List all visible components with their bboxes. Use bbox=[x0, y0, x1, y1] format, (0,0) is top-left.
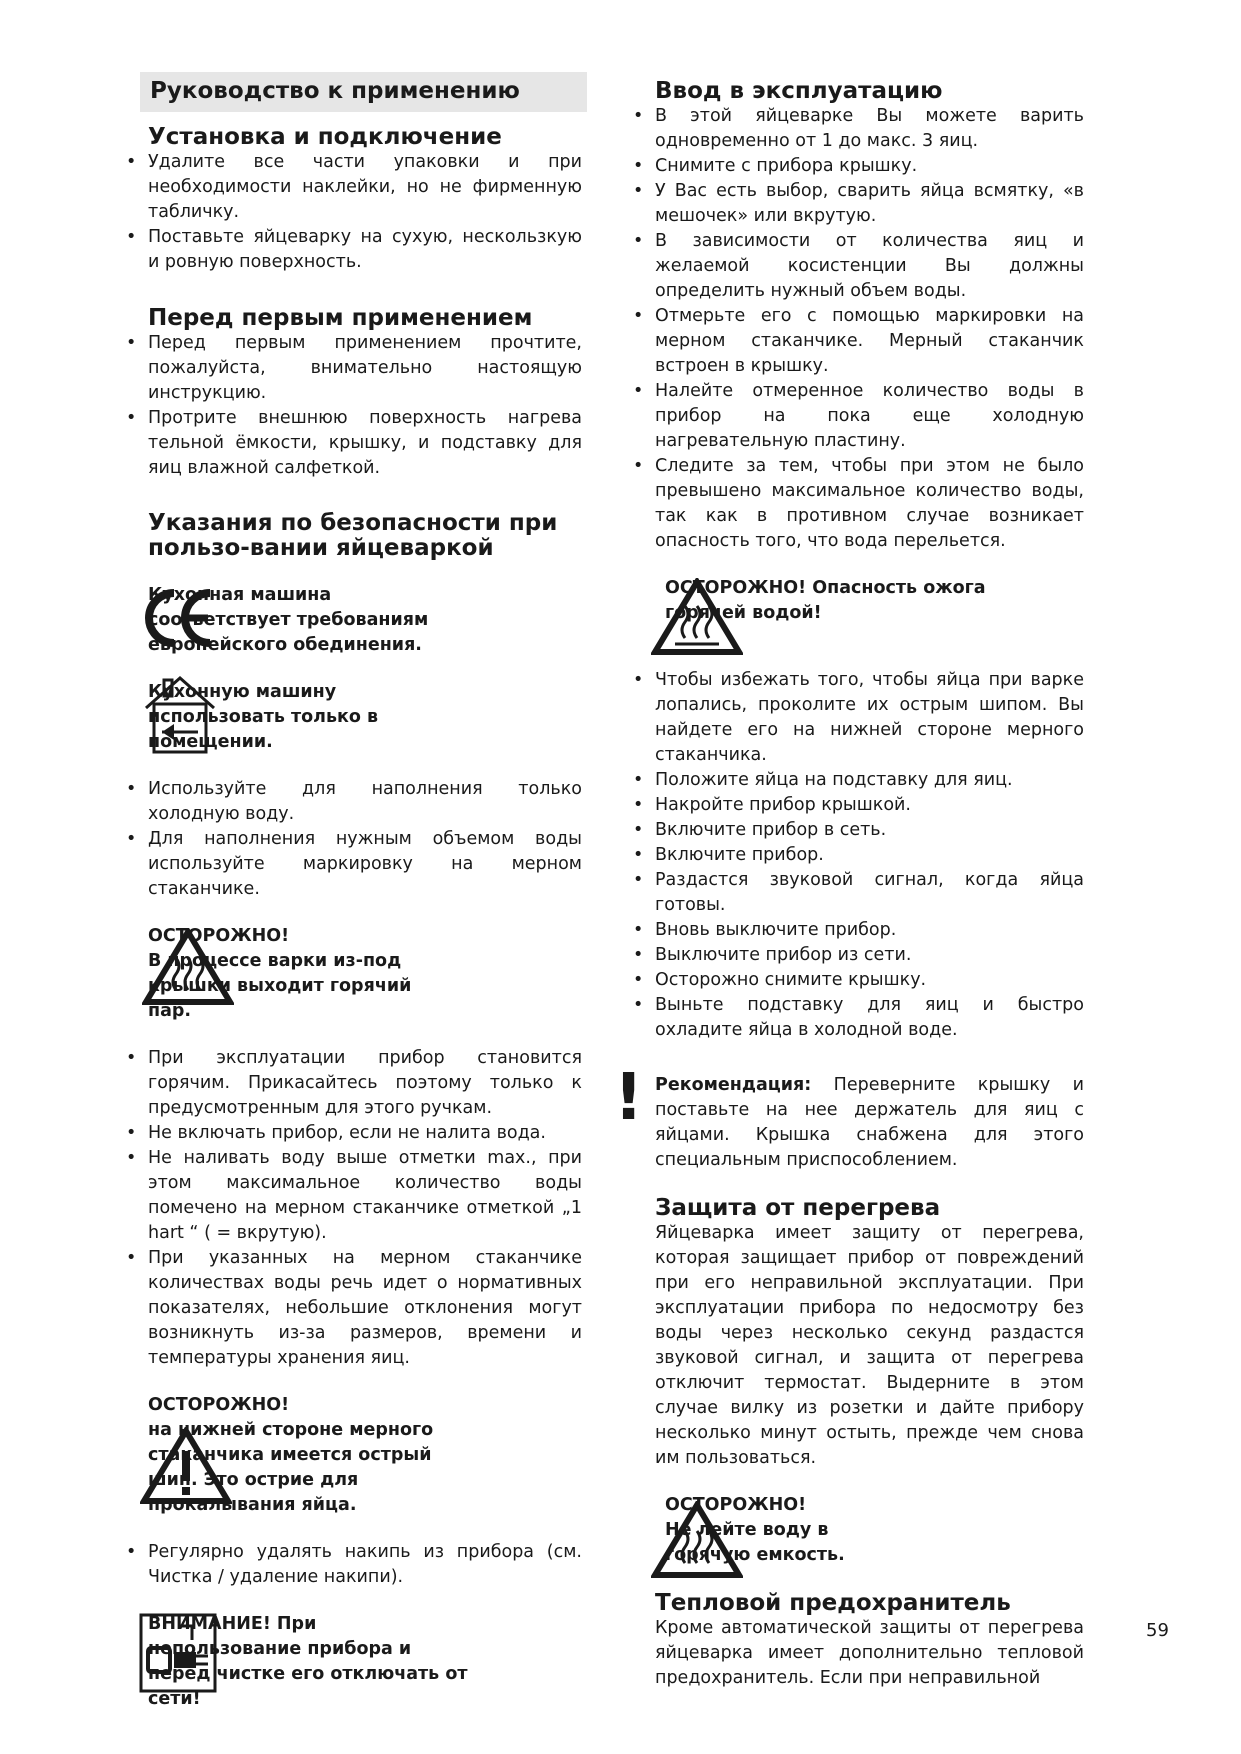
safety-list-b bbox=[148, 1046, 582, 1371]
list-item: • Снимите с прибора крышку. bbox=[655, 154, 1084, 179]
burn-warning-text: ОСТОРОЖНО! Опасность ожога горячей водой! bbox=[665, 578, 986, 623]
hot-vessel-warning-text: Не лейте воду в горячую емкость. bbox=[665, 1520, 845, 1565]
unplug-notice bbox=[148, 1612, 582, 1712]
list-item: • Осторожно снимите крышку. bbox=[655, 968, 1084, 993]
list-item: • Накройте прибор крышкой. bbox=[655, 793, 1084, 818]
ce-notice-text: Кухонная машина соответствует требованиям европейского обединения. bbox=[148, 585, 429, 655]
list-item: • Перед первым применением прочтите, пожалуйста, внимательно настоящую инструкцию. bbox=[148, 331, 582, 406]
list-item: • Поставьте яйцеварку на сухую, нескользкую и ровную поверхность. bbox=[148, 225, 582, 275]
overheat-text: Яйцеварка имеет защиту от перегрева, которая защищает прибор от повреждений при его неправильной эксплуатации. При эксплуатации прибора по недосмотру без воды через несколько секунд раздастся звуковой сигнал, и защита от перегрева отключит термостат. Выдерните в этом случае вилку из розетки и дайте прибору несколько минут остыть, прежде чем снова им пользоваться. bbox=[655, 1223, 1084, 1468]
spike-warning-text: на нижней стороне мерного стаканчика имеется острый шип. Это острие для прокалывания яйца. bbox=[148, 1420, 434, 1515]
steam-warning-title: ОСТОРОЖНО! bbox=[148, 926, 290, 946]
list-item: • Для наполнения нужным объемом воды используйте маркировку на мерном стаканчике. bbox=[148, 827, 582, 902]
list-item: • Включите прибор. bbox=[655, 843, 1084, 868]
page-title: Руководство к применению bbox=[140, 72, 587, 112]
list-item: • Регулярно удалять накипь из прибора (см. Чистка / удаление накипи). bbox=[148, 1540, 582, 1590]
list-item: • Вновь выключите прибор. bbox=[655, 918, 1084, 943]
recommendation-label: Рекомендация: bbox=[655, 1075, 812, 1095]
list-item: • Налейте отмеренное количество воды в прибор на пока еще холодную нагревательную пластину. bbox=[655, 379, 1084, 454]
right-column bbox=[655, 72, 1084, 1691]
ce-notice bbox=[148, 583, 582, 658]
spike-warning-title: ОСТОРОЖНО! bbox=[148, 1395, 290, 1415]
indoor-notice-text: Кухонную машину использовать только в помещении. bbox=[148, 682, 379, 752]
page-number: 59 bbox=[1146, 1620, 1169, 1641]
section-heading-overheat: Защита от перегрева bbox=[655, 1195, 941, 1221]
list-item: • В этой яйцеварке Вы можете варить одновременно от 1 до макс. 3 яиц. bbox=[655, 104, 1084, 154]
installation-list bbox=[148, 150, 582, 275]
left-column bbox=[148, 72, 582, 1712]
list-item: • Чтобы избежать того, чтобы яйца при варке лопались, проколите их острым шипом. Вы найдете его на нижней стороне мерного стаканчика. bbox=[655, 668, 1084, 768]
unplug-notice-text: ВНИМАНИЕ! При непользование прибора и перед чистке его отключать от сети! bbox=[148, 1614, 468, 1709]
section-heading-thermal-fuse: Тепловой предохранитель bbox=[655, 1590, 1011, 1616]
list-item: • Не наливать воду выше отметки max., при этом максимальное количество воды помечено на мерном стаканчике отметкой „1 hart “ ( = вкрутую). bbox=[148, 1146, 582, 1246]
section-heading-operation: Ввод в эксплуатацию bbox=[655, 78, 943, 104]
safety-list-a bbox=[148, 777, 582, 902]
list-item: • Включите прибор в сеть. bbox=[655, 818, 1084, 843]
steam-warning-text: В процессе варки из-под крышки выходит горячий пар. bbox=[148, 951, 412, 1021]
exclamation-icon: ! bbox=[614, 1061, 644, 1135]
section-heading-first-use: Перед первым применением bbox=[148, 305, 533, 331]
list-item: • Раздастся звуковой сигнал, когда яйца готовы. bbox=[655, 868, 1084, 918]
list-item: • Отмерьте его с помощью маркировки на мерном стаканчике. Мерный стаканчик встроен в крышку. bbox=[655, 304, 1084, 379]
list-item: • Следите за тем, чтобы при этом не было превышено максимальное количество воды, так как в противном случае возникает опасность того, что вода перельется. bbox=[655, 454, 1084, 554]
steam-warning bbox=[148, 924, 582, 1024]
list-item: • Используйте для наполнения только холодную воду. bbox=[148, 777, 582, 827]
hot-vessel-warning-title: ОСТОРОЖНО! bbox=[665, 1495, 807, 1515]
section-heading-installation: Установка и подключение bbox=[148, 124, 502, 150]
list-item: • Положите яйца на подставку для яиц. bbox=[655, 768, 1084, 793]
list-item: • Удалите все части упаковки и при необходимости наклейки, но не фирменную табличку. bbox=[148, 150, 582, 225]
list-item: • При эксплуатации прибор становится горячим. Прикасайтесь поэтому только к предусмотренным для этого ручкам. bbox=[148, 1046, 582, 1121]
safety-list-c bbox=[148, 1540, 582, 1590]
thermal-fuse-text: Кроме автоматической защиты от перегрева яйцеварка имеет дополнительно тепловой предохранитель. Если при неправильной bbox=[655, 1618, 1084, 1688]
section-heading-safety: Указания по безопасности при пользо-вании яйцеваркой bbox=[148, 510, 558, 561]
indoor-notice bbox=[148, 680, 582, 755]
operation-list-a bbox=[655, 104, 1084, 554]
operation-list-b bbox=[655, 668, 1084, 1043]
list-item: • Выньте подставку для яиц и быстро охладите яйца в холодной воде. bbox=[655, 993, 1084, 1043]
list-item: • Не включать прибор, если не налита вода. bbox=[148, 1121, 582, 1146]
list-item: • В зависимости от количества яиц и желаемой косистенции Вы должны определить нужный объем воды. bbox=[655, 229, 1084, 304]
list-item: • У Вас есть выбор, сварить яйца всмятку, «в мешочек» или вкрутую. bbox=[655, 179, 1084, 229]
list-item: • Протрите внешнюю поверхность нагрева тельной ёмкости, крышку, и подставку для яиц влажной салфеткой. bbox=[148, 406, 582, 481]
spike-warning bbox=[148, 1393, 582, 1518]
first-use-list bbox=[148, 331, 582, 481]
burn-warning bbox=[655, 576, 1084, 646]
recommendation bbox=[655, 1073, 1084, 1173]
list-item: • Выключите прибор из сети. bbox=[655, 943, 1084, 968]
list-item: • При указанных на мерном стаканчике количествах воды речь идет о нормативных показателях, небольшие отклонения могут возникнуть из-за размеров, времени и температуры хранения яиц. bbox=[148, 1246, 582, 1371]
hot-vessel-warning bbox=[655, 1493, 1084, 1568]
recommendation-text: Переверните крышку и поставьте на нее держатель для яиц с яйцами. Крышка снабжена для этого специальным приспособлением. bbox=[655, 1075, 1084, 1170]
